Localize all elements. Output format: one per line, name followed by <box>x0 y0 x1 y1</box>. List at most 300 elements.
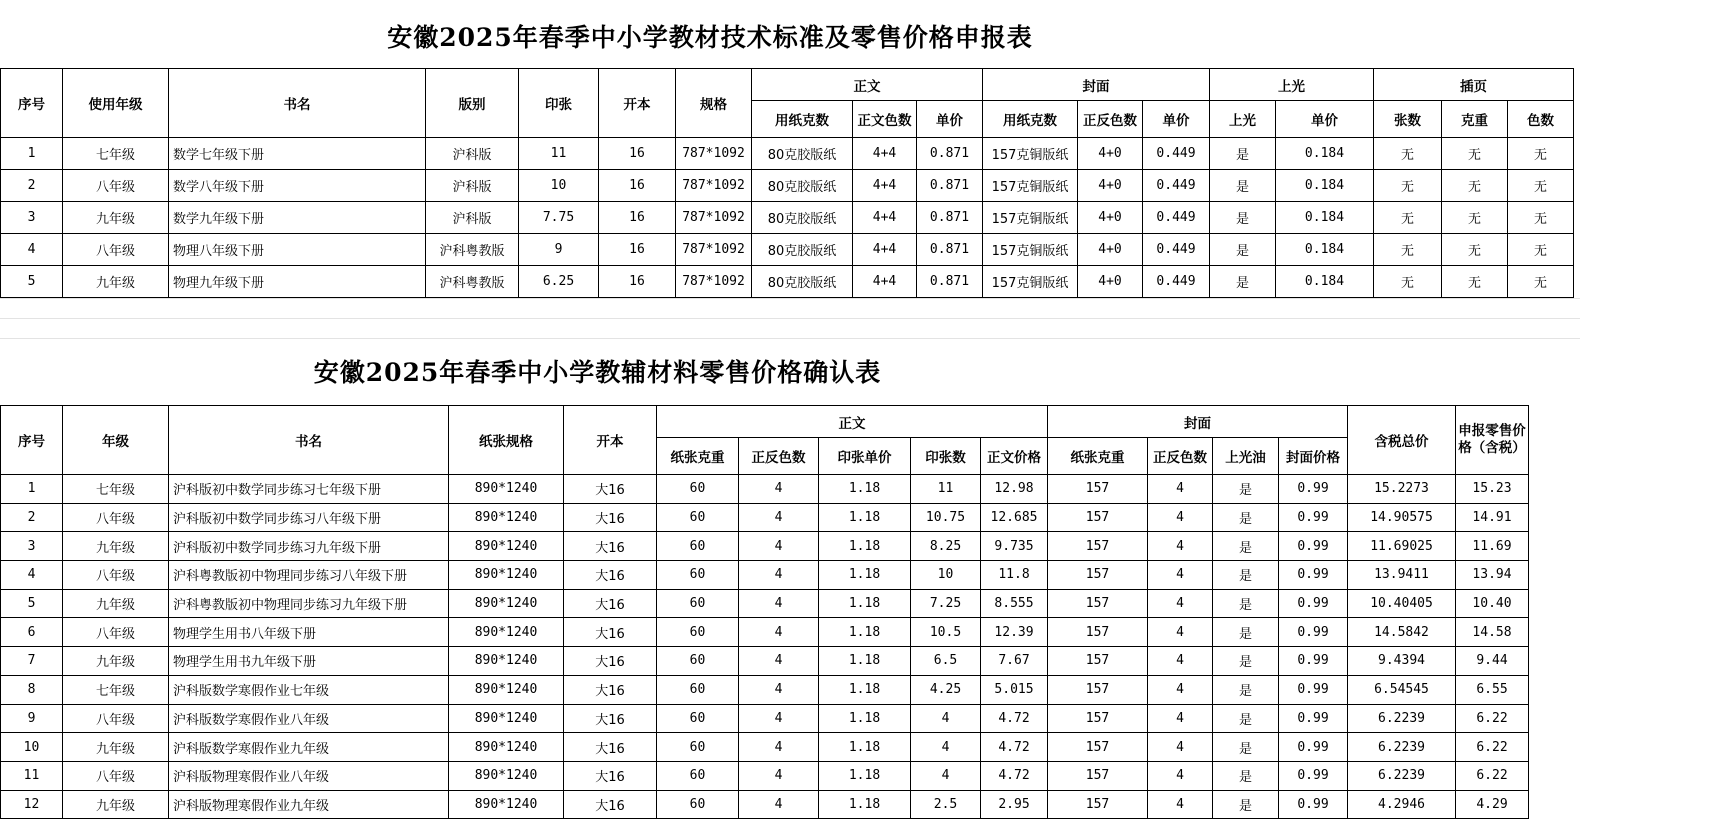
table-cell[interactable]: 60 <box>657 733 739 762</box>
table-cell[interactable]: 物理学生用书八年级下册 <box>169 618 449 647</box>
table-cell[interactable]: 6.22 <box>1456 761 1529 790</box>
table-cell[interactable]: 1.18 <box>819 561 911 590</box>
table-cell[interactable]: 9.44 <box>1456 647 1529 676</box>
table-cell[interactable]: 七年级 <box>63 138 169 170</box>
table-cell[interactable]: 890*1240 <box>449 503 564 532</box>
table-cell[interactable]: 是 <box>1213 589 1279 618</box>
table-cell[interactable]: 数学七年级下册 <box>169 138 426 170</box>
table-cell[interactable]: 4+0 <box>1078 170 1143 202</box>
table-cell[interactable]: 数学八年级下册 <box>169 170 426 202</box>
table-cell[interactable]: 157 <box>1048 561 1148 590</box>
table-cell[interactable]: 80克胶版纸 <box>752 138 853 170</box>
col-gloss-oil: 上光油 <box>1213 438 1279 475</box>
table-cell[interactable]: 16 <box>599 266 676 298</box>
table-cell[interactable]: 10 <box>519 170 599 202</box>
table-cell[interactable]: 大16 <box>564 733 657 762</box>
table-cell[interactable]: 4 <box>739 532 819 561</box>
table-cell[interactable]: 6.25 <box>519 266 599 298</box>
table-cell[interactable]: 是 <box>1213 733 1279 762</box>
table-cell[interactable]: 14.90575 <box>1348 503 1456 532</box>
table-cell[interactable]: 大16 <box>564 704 657 733</box>
table-cell[interactable]: 4+4 <box>853 138 917 170</box>
table-cell[interactable]: 八年级 <box>63 761 169 790</box>
table-cell[interactable]: 沪科版初中数学同步练习九年级下册 <box>169 532 449 561</box>
table-cell[interactable]: 0.99 <box>1279 503 1348 532</box>
table-cell[interactable]: 沪科版 <box>426 202 519 234</box>
table-cell[interactable]: 无 <box>1508 202 1574 234</box>
table-cell[interactable]: 157克铜版纸 <box>983 170 1078 202</box>
table-row <box>1 234 1574 266</box>
table-cell[interactable]: 是 <box>1210 138 1276 170</box>
table-cell[interactable]: 16 <box>599 138 676 170</box>
table-cell[interactable]: 八年级 <box>63 234 169 266</box>
table-cell[interactable]: 4 <box>1148 675 1213 704</box>
table-cell[interactable]: 10 <box>911 561 981 590</box>
table-cell[interactable]: 890*1240 <box>449 561 564 590</box>
table-cell[interactable]: 11 <box>911 475 981 504</box>
table-cell[interactable]: 大16 <box>564 532 657 561</box>
table-cell[interactable]: 0.449 <box>1143 138 1210 170</box>
table-cell[interactable]: 4 <box>739 790 819 819</box>
table-cell[interactable]: 是 <box>1210 202 1276 234</box>
table-cell[interactable]: 60 <box>657 761 739 790</box>
table-cell[interactable]: 80克胶版纸 <box>752 234 853 266</box>
table-cell[interactable]: 九年级 <box>63 532 169 561</box>
table-cell[interactable]: 0.449 <box>1143 234 1210 266</box>
table-cell[interactable]: 11 <box>519 138 599 170</box>
table-cell[interactable]: 0.184 <box>1276 138 1374 170</box>
table-cell[interactable]: 八年级 <box>63 561 169 590</box>
table-cell[interactable]: 12.685 <box>981 503 1048 532</box>
table-cell[interactable]: 6.55 <box>1456 675 1529 704</box>
table-cell[interactable]: 无 <box>1508 138 1574 170</box>
table-cell[interactable]: 0.99 <box>1279 475 1348 504</box>
table1-body <box>1 138 1574 298</box>
table-cell[interactable]: 1.18 <box>819 647 911 676</box>
table-cell[interactable]: 沪科版初中数学同步练习七年级下册 <box>169 475 449 504</box>
table-cell[interactable]: 九年级 <box>63 266 169 298</box>
table-cell[interactable]: 沪科版数学寒假作业七年级 <box>169 675 449 704</box>
table-cell[interactable]: 6.5 <box>911 647 981 676</box>
table-cell[interactable]: 10.40 <box>1456 589 1529 618</box>
table-cell[interactable]: 沪科粤教版初中物理同步练习八年级下册 <box>169 561 449 590</box>
col-spec: 规格 <box>676 69 752 138</box>
group-body: 正文 <box>657 406 1048 438</box>
table-cell[interactable]: 60 <box>657 704 739 733</box>
table-cell[interactable]: 157 <box>1048 532 1148 561</box>
table-cell[interactable]: 7.67 <box>981 647 1048 676</box>
table-cell[interactable]: 九年级 <box>63 790 169 819</box>
table-cell[interactable]: 0.871 <box>917 266 983 298</box>
table-cell[interactable]: 14.91 <box>1456 503 1529 532</box>
table-cell[interactable]: 2.5 <box>911 790 981 819</box>
table-cell[interactable]: 6.2239 <box>1348 761 1456 790</box>
table-cell[interactable]: 0.99 <box>1279 589 1348 618</box>
table-cell[interactable]: 沪科版物理寒假作业九年级 <box>169 790 449 819</box>
table-cell[interactable]: 157 <box>1048 647 1148 676</box>
table-cell[interactable]: 4+0 <box>1078 202 1143 234</box>
table-cell[interactable]: 12.98 <box>981 475 1048 504</box>
table-cell[interactable]: 157 <box>1048 675 1148 704</box>
table-cell[interactable]: 11 <box>1 761 63 790</box>
table-cell[interactable]: 8 <box>1 675 63 704</box>
table-cell[interactable]: 八年级 <box>63 170 169 202</box>
table-cell[interactable]: 0.99 <box>1279 733 1348 762</box>
table-cell[interactable]: 5 <box>1 266 63 298</box>
table-cell[interactable]: 0.99 <box>1279 675 1348 704</box>
table-cell[interactable]: 60 <box>657 618 739 647</box>
table-cell[interactable]: 是 <box>1213 561 1279 590</box>
table-cell[interactable]: 大16 <box>564 647 657 676</box>
col-edition: 版别 <box>426 69 519 138</box>
table-cell[interactable]: 1.18 <box>819 733 911 762</box>
table-cell[interactable]: 4 <box>739 704 819 733</box>
table-cell[interactable]: 80克胶版纸 <box>752 170 853 202</box>
table-cell[interactable]: 60 <box>657 475 739 504</box>
table-cell[interactable]: 大16 <box>564 475 657 504</box>
table-cell[interactable]: 4.2946 <box>1348 790 1456 819</box>
table-cell[interactable]: 4 <box>1148 589 1213 618</box>
table-cell[interactable]: 13.9411 <box>1348 561 1456 590</box>
table-cell[interactable]: 80克胶版纸 <box>752 266 853 298</box>
table-cell[interactable]: 4.72 <box>981 704 1048 733</box>
table-cell[interactable]: 12.39 <box>981 618 1048 647</box>
table-cell[interactable]: 是 <box>1213 790 1279 819</box>
table-cell[interactable]: 16 <box>599 202 676 234</box>
col-cover-paper: 用纸克数 <box>983 101 1078 138</box>
table-cell[interactable]: 0.99 <box>1279 561 1348 590</box>
table-cell[interactable]: 890*1240 <box>449 532 564 561</box>
table-cell[interactable]: 6.22 <box>1456 733 1529 762</box>
table-cell[interactable]: 大16 <box>564 503 657 532</box>
table-cell[interactable]: 无 <box>1374 138 1442 170</box>
table-cell[interactable]: 4 <box>1148 733 1213 762</box>
table-cell[interactable]: 0.99 <box>1279 761 1348 790</box>
table-cell[interactable]: 沪科粤教版初中物理同步练习九年级下册 <box>169 589 449 618</box>
table-cell[interactable]: 13.94 <box>1456 561 1529 590</box>
table-cell[interactable]: 4 <box>739 733 819 762</box>
table-cell[interactable]: 6.54545 <box>1348 675 1456 704</box>
table-cell[interactable]: 4 <box>1 561 63 590</box>
table-cell[interactable]: 八年级 <box>63 503 169 532</box>
table-cell[interactable]: 4+4 <box>853 266 917 298</box>
col-total: 含税总价 <box>1348 406 1456 475</box>
table-cell[interactable]: 16 <box>599 170 676 202</box>
table-cell[interactable]: 无 <box>1374 202 1442 234</box>
table-cell[interactable]: 0.449 <box>1143 202 1210 234</box>
table-cell[interactable]: 4+0 <box>1078 138 1143 170</box>
table-cell[interactable]: 7 <box>1 647 63 676</box>
table-cell[interactable]: 无 <box>1374 234 1442 266</box>
col-body-paper: 用纸克数 <box>752 101 853 138</box>
table-cell[interactable]: 2 <box>1 503 63 532</box>
table-cell[interactable]: 15.2273 <box>1348 475 1456 504</box>
table-cell[interactable]: 787*1092 <box>676 138 752 170</box>
table-cell[interactable]: 1 <box>1 138 63 170</box>
table-cell[interactable]: 4.72 <box>981 761 1048 790</box>
table-cell[interactable]: 157克铜版纸 <box>983 234 1078 266</box>
table-cell[interactable]: 157 <box>1048 589 1148 618</box>
table-cell[interactable]: 4 <box>739 761 819 790</box>
table-cell[interactable]: 890*1240 <box>449 704 564 733</box>
table-cell[interactable]: 是 <box>1213 503 1279 532</box>
table-cell[interactable]: 物理九年级下册 <box>169 266 426 298</box>
table-cell[interactable]: 60 <box>657 561 739 590</box>
table-cell[interactable]: 1.18 <box>819 704 911 733</box>
table-row <box>1 675 1529 704</box>
table-cell[interactable]: 是 <box>1213 761 1279 790</box>
table-cell[interactable]: 9 <box>1 704 63 733</box>
table-cell[interactable]: 1.18 <box>819 589 911 618</box>
table-cell[interactable]: 是 <box>1210 266 1276 298</box>
table-cell[interactable]: 0.184 <box>1276 202 1374 234</box>
table-cell[interactable]: 4 <box>739 561 819 590</box>
table-cell[interactable]: 无 <box>1508 234 1574 266</box>
table-cell[interactable]: 1.18 <box>819 675 911 704</box>
table-cell[interactable]: 沪科版数学寒假作业八年级 <box>169 704 449 733</box>
table-cell[interactable]: 无 <box>1442 202 1508 234</box>
table-cell[interactable]: 九年级 <box>63 733 169 762</box>
table-cell[interactable]: 0.449 <box>1143 170 1210 202</box>
table-cell[interactable]: 157 <box>1048 733 1148 762</box>
table-cell[interactable]: 157 <box>1048 790 1148 819</box>
table-cell[interactable]: 是 <box>1213 618 1279 647</box>
table-cell[interactable]: 4 <box>1148 561 1213 590</box>
table-cell[interactable]: 9.4394 <box>1348 647 1456 676</box>
table-cell[interactable]: 9.735 <box>981 532 1048 561</box>
table-cell[interactable]: 8.25 <box>911 532 981 561</box>
table-cell[interactable]: 1.18 <box>819 618 911 647</box>
table-cell[interactable]: 大16 <box>564 618 657 647</box>
table-cell[interactable]: 8.555 <box>981 589 1048 618</box>
table-cell[interactable]: 4.25 <box>911 675 981 704</box>
table-cell[interactable]: 4 <box>911 761 981 790</box>
table-cell[interactable]: 890*1240 <box>449 647 564 676</box>
table-cell[interactable]: 60 <box>657 675 739 704</box>
table-cell[interactable]: 七年级 <box>63 475 169 504</box>
table-cell[interactable]: 157 <box>1048 704 1148 733</box>
table-cell[interactable]: 大16 <box>564 589 657 618</box>
table-cell[interactable]: 60 <box>657 503 739 532</box>
table-cell[interactable]: 1.18 <box>819 790 911 819</box>
table-cell[interactable]: 0.99 <box>1279 704 1348 733</box>
table-cell[interactable]: 是 <box>1210 170 1276 202</box>
table-cell[interactable]: 60 <box>657 589 739 618</box>
table-cell[interactable]: 七年级 <box>63 675 169 704</box>
table-cell[interactable]: 是 <box>1213 675 1279 704</box>
table-cell[interactable]: 4 <box>739 503 819 532</box>
table-cell[interactable]: 157 <box>1048 503 1148 532</box>
table-cell[interactable]: 157克铜版纸 <box>983 202 1078 234</box>
col-grade: 年级 <box>63 406 169 475</box>
table-cell[interactable]: 1.18 <box>819 761 911 790</box>
table-cell[interactable]: 14.58 <box>1456 618 1529 647</box>
table-cell[interactable]: 6.2239 <box>1348 733 1456 762</box>
table-cell[interactable]: 无 <box>1374 266 1442 298</box>
table-cell[interactable]: 3 <box>1 202 63 234</box>
table-cell[interactable]: 157 <box>1048 475 1148 504</box>
table-cell[interactable]: 沪科版数学寒假作业九年级 <box>169 733 449 762</box>
table-cell[interactable]: 787*1092 <box>676 170 752 202</box>
table-cell[interactable]: 物理学生用书九年级下册 <box>169 647 449 676</box>
table-cell[interactable]: 大16 <box>564 761 657 790</box>
table-cell[interactable]: 大16 <box>564 561 657 590</box>
table-cell[interactable]: 157克铜版纸 <box>983 266 1078 298</box>
table-cell[interactable]: 4 <box>739 618 819 647</box>
col-book: 书名 <box>169 69 426 138</box>
table-cell[interactable]: 2.95 <box>981 790 1048 819</box>
table-cell[interactable]: 11.8 <box>981 561 1048 590</box>
table-cell[interactable]: 是 <box>1213 647 1279 676</box>
table-cell[interactable]: 0.99 <box>1279 790 1348 819</box>
table-cell[interactable]: 4 <box>1148 647 1213 676</box>
table-cell[interactable]: 4 <box>1148 618 1213 647</box>
table-cell[interactable]: 4 <box>739 589 819 618</box>
table-cell[interactable]: 157 <box>1048 618 1148 647</box>
table-cell[interactable]: 890*1240 <box>449 761 564 790</box>
table-cell[interactable]: 4+0 <box>1078 234 1143 266</box>
table-cell[interactable]: 5.015 <box>981 675 1048 704</box>
table-cell[interactable]: 是 <box>1213 475 1279 504</box>
table-cell[interactable]: 0.871 <box>917 202 983 234</box>
table-cell[interactable]: 10.40405 <box>1348 589 1456 618</box>
table-cell[interactable]: 787*1092 <box>676 266 752 298</box>
table-cell[interactable]: 787*1092 <box>676 202 752 234</box>
table-cell[interactable]: 60 <box>657 790 739 819</box>
table-cell[interactable]: 10.5 <box>911 618 981 647</box>
col-body-price: 单价 <box>917 101 983 138</box>
table-cell[interactable]: 无 <box>1442 266 1508 298</box>
table-cell[interactable]: 4 <box>1148 503 1213 532</box>
table-cell[interactable]: 4 <box>1148 761 1213 790</box>
table-cell[interactable]: 无 <box>1508 266 1574 298</box>
table-cell[interactable]: 4 <box>1 234 63 266</box>
table-cell[interactable]: 沪科版初中数学同步练习八年级下册 <box>169 503 449 532</box>
table-cell[interactable]: 787*1092 <box>676 234 752 266</box>
table-cell[interactable]: 沪科粤教版 <box>426 266 519 298</box>
table-cell[interactable]: 60 <box>657 532 739 561</box>
table-cell[interactable]: 九年级 <box>63 589 169 618</box>
table-cell[interactable]: 0.871 <box>917 170 983 202</box>
table-cell[interactable]: 60 <box>657 647 739 676</box>
table-cell[interactable]: 0.99 <box>1279 618 1348 647</box>
table-cell[interactable]: 1.18 <box>819 475 911 504</box>
table-cell[interactable]: 无 <box>1442 234 1508 266</box>
table-row <box>1 704 1529 733</box>
table-cell[interactable]: 80克胶版纸 <box>752 202 853 234</box>
table-cell[interactable]: 157 <box>1048 761 1148 790</box>
table-cell[interactable]: 八年级 <box>63 618 169 647</box>
table-cell[interactable]: 4 <box>1148 704 1213 733</box>
table-cell[interactable]: 5 <box>1 589 63 618</box>
table-cell[interactable]: 890*1240 <box>449 618 564 647</box>
table-cell[interactable]: 4+0 <box>1078 266 1143 298</box>
col-cover-weight: 纸张克重 <box>1048 438 1148 475</box>
table-cell[interactable]: 4 <box>739 647 819 676</box>
table-cell[interactable]: 890*1240 <box>449 475 564 504</box>
table-cell[interactable]: 6.2239 <box>1348 704 1456 733</box>
table-cell[interactable]: 0.99 <box>1279 647 1348 676</box>
table-cell[interactable]: 0.871 <box>917 234 983 266</box>
table-cell[interactable]: 890*1240 <box>449 589 564 618</box>
table-cell[interactable]: 数学九年级下册 <box>169 202 426 234</box>
table-cell[interactable]: 物理八年级下册 <box>169 234 426 266</box>
table-cell[interactable]: 4 <box>739 475 819 504</box>
table-cell[interactable]: 4 <box>911 704 981 733</box>
table-cell[interactable]: 0.184 <box>1276 170 1374 202</box>
table-cell[interactable]: 八年级 <box>63 704 169 733</box>
table-cell[interactable]: 11.69025 <box>1348 532 1456 561</box>
table-cell[interactable]: 4+4 <box>853 234 917 266</box>
table-cell[interactable]: 7.75 <box>519 202 599 234</box>
table-cell[interactable]: 4 <box>1148 532 1213 561</box>
table-cell[interactable]: 是 <box>1213 704 1279 733</box>
table-cell[interactable]: 沪科版物理寒假作业八年级 <box>169 761 449 790</box>
table-cell[interactable]: 是 <box>1210 234 1276 266</box>
table-cell[interactable]: 4 <box>1148 475 1213 504</box>
table-cell[interactable]: 0.184 <box>1276 266 1374 298</box>
table-cell[interactable]: 890*1240 <box>449 733 564 762</box>
table-cell[interactable]: 沪科粤教版 <box>426 234 519 266</box>
table-cell[interactable]: 九年级 <box>63 202 169 234</box>
table-cell[interactable]: 10 <box>1 733 63 762</box>
col-sheet-price: 印张单价 <box>819 438 911 475</box>
table-cell[interactable]: 是 <box>1213 532 1279 561</box>
table-cell[interactable]: 10.75 <box>911 503 981 532</box>
table-cell[interactable]: 1.18 <box>819 503 911 532</box>
table-cell[interactable]: 4+4 <box>853 202 917 234</box>
table-cell[interactable]: 大16 <box>564 675 657 704</box>
table-cell[interactable]: 1.18 <box>819 532 911 561</box>
table-cell[interactable]: 无 <box>1374 170 1442 202</box>
table-cell[interactable]: 九年级 <box>63 647 169 676</box>
table-cell[interactable]: 4.72 <box>981 733 1048 762</box>
table-cell[interactable]: 无 <box>1442 138 1508 170</box>
table-cell[interactable]: 11.69 <box>1456 532 1529 561</box>
table-cell[interactable]: 12 <box>1 790 63 819</box>
table-cell[interactable]: 9 <box>519 234 599 266</box>
table-cell[interactable]: 6 <box>1 618 63 647</box>
table-row <box>1 266 1574 298</box>
table-cell[interactable]: 沪科版 <box>426 170 519 202</box>
table-cell[interactable]: 4 <box>911 733 981 762</box>
table-cell[interactable]: 大16 <box>564 790 657 819</box>
table-cell[interactable]: 0.871 <box>917 138 983 170</box>
table-cell[interactable]: 无 <box>1442 170 1508 202</box>
table-cell[interactable]: 沪科版 <box>426 138 519 170</box>
table-cell[interactable]: 4.29 <box>1456 790 1529 819</box>
table-cell[interactable]: 0.99 <box>1279 532 1348 561</box>
table-cell[interactable]: 2 <box>1 170 63 202</box>
table-cell[interactable]: 16 <box>599 234 676 266</box>
table-cell[interactable]: 1 <box>1 475 63 504</box>
table-cell[interactable]: 157克铜版纸 <box>983 138 1078 170</box>
table-cell[interactable]: 15.23 <box>1456 475 1529 504</box>
table-cell[interactable]: 0.449 <box>1143 266 1210 298</box>
table-cell[interactable]: 890*1240 <box>449 790 564 819</box>
table-cell[interactable]: 4+4 <box>853 170 917 202</box>
col-cover-colors: 正反色数 <box>1148 438 1213 475</box>
table-cell[interactable]: 无 <box>1508 170 1574 202</box>
table-cell[interactable]: 6.22 <box>1456 704 1529 733</box>
table-cell[interactable]: 14.5842 <box>1348 618 1456 647</box>
table-cell[interactable]: 4 <box>739 675 819 704</box>
table-cell[interactable]: 4 <box>1148 790 1213 819</box>
table-cell[interactable]: 7.25 <box>911 589 981 618</box>
table-cell[interactable]: 3 <box>1 532 63 561</box>
table-cell[interactable]: 0.184 <box>1276 234 1374 266</box>
table-cell[interactable]: 890*1240 <box>449 675 564 704</box>
